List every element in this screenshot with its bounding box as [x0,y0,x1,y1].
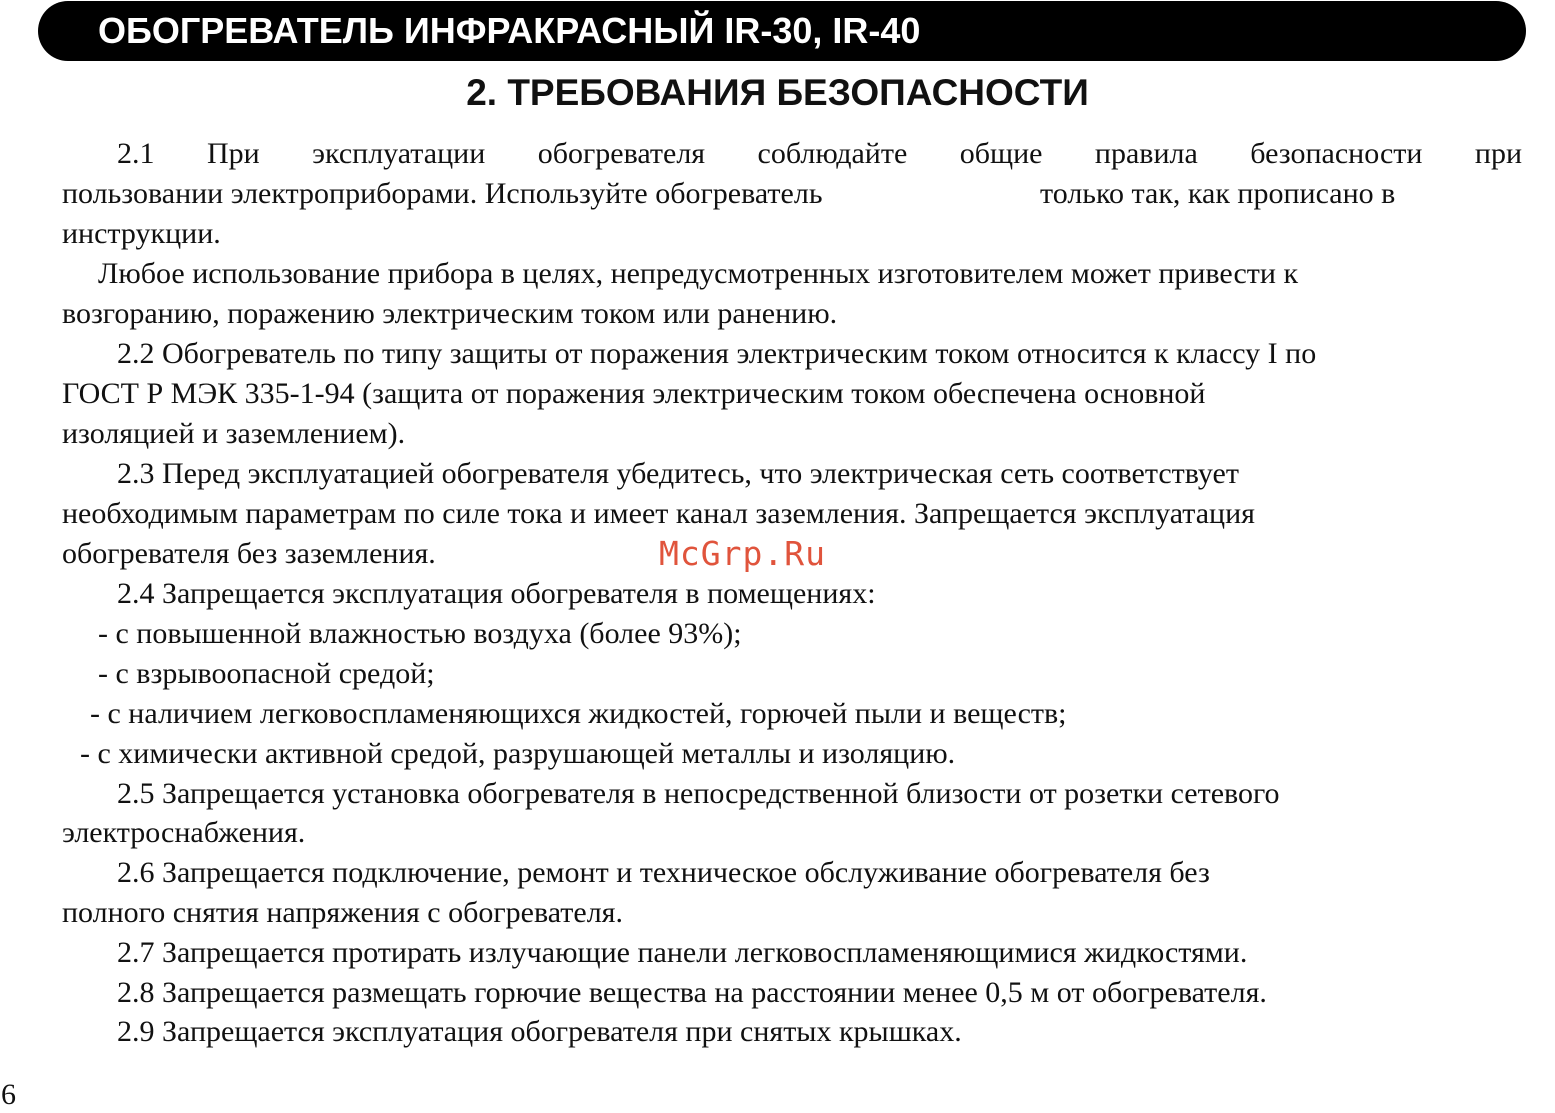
text-line: только так, как прописано в [1040,177,1396,210]
text-line: - с наличием легковоспламеняющихся жидкостей, горючей пыли и веществ; [90,697,1067,730]
text-line: обогревателя без заземления. [62,537,436,570]
text-line: - с химически активной средой, разрушающей металлы и изоляцию. [80,737,956,770]
text-line: 2.2 Обогреватель по типу защиты от поражения электрическим током относится к классу I по [117,337,1317,370]
text-line: электроснабжения. [62,816,306,849]
document-title: ОБОГРЕВАТЕЛЬ ИНФРАКРАСНЫЙ IR-30, IR-40 [98,10,921,51]
text-line: 2.4 Запрещается эксплуатация обогревателя в помещениях: [117,577,876,610]
text-line: 2.3 Перед эксплуатацией обогревателя убедитесь, что электрическая сеть соответствует [117,457,1239,490]
text-line: возгоранию, поражению электрическим током или ранению. [62,297,838,330]
text-line: - с взрывоопасной средой; [98,657,435,690]
text-line: пользовании электроприборами. Используйте обогреватель [62,177,823,210]
text-line: 2.8 Запрещается размещать горючие вещества на расстоянии менее 0,5 м от обогревателя. [117,976,1267,1009]
text-line: 2.9 Запрещается эксплуатация обогревателя при снятых крышках. [117,1015,962,1048]
text-line: 2.5 Запрещается установка обогревателя в непосредственной близости от розетки сетевого [117,777,1280,810]
text-line: полного снятия напряжения с обогревателя. [62,896,623,929]
text-line: изоляцией и заземлением). [62,417,406,450]
section-heading: 2. ТРЕБОВАНИЯ БЕЗОПАСНОСТИ [466,72,1089,113]
text-line: инструкции. [62,217,221,250]
watermark: McGrp.Ru [659,534,826,573]
text-line: 2.1 При эксплуатации обогревателя соблюдайте общие правила безопасности при [117,137,1522,170]
text-line: ГОСТ Р МЭК 335-1-94 (защита от поражения электрическим током обеспечена основной [62,377,1206,410]
text-line: 2.7 Запрещается протирать излучающие панели легковоспламеняющимися жидкостями. [117,936,1248,969]
page-number: 6 [1,1078,16,1111]
text-line: Любое использование прибора в целях, непредусмотренных изготовителем может привести к [98,257,1299,290]
text-line: необходимым параметрам по силе тока и имеет канал заземления. Запрещается эксплуатация [62,497,1255,530]
text-line: 2.6 Запрещается подключение, ремонт и техническое обслуживание обогревателя без [117,856,1210,889]
text-line: - с повышенной влажностью воздуха (более 93%); [98,617,742,650]
